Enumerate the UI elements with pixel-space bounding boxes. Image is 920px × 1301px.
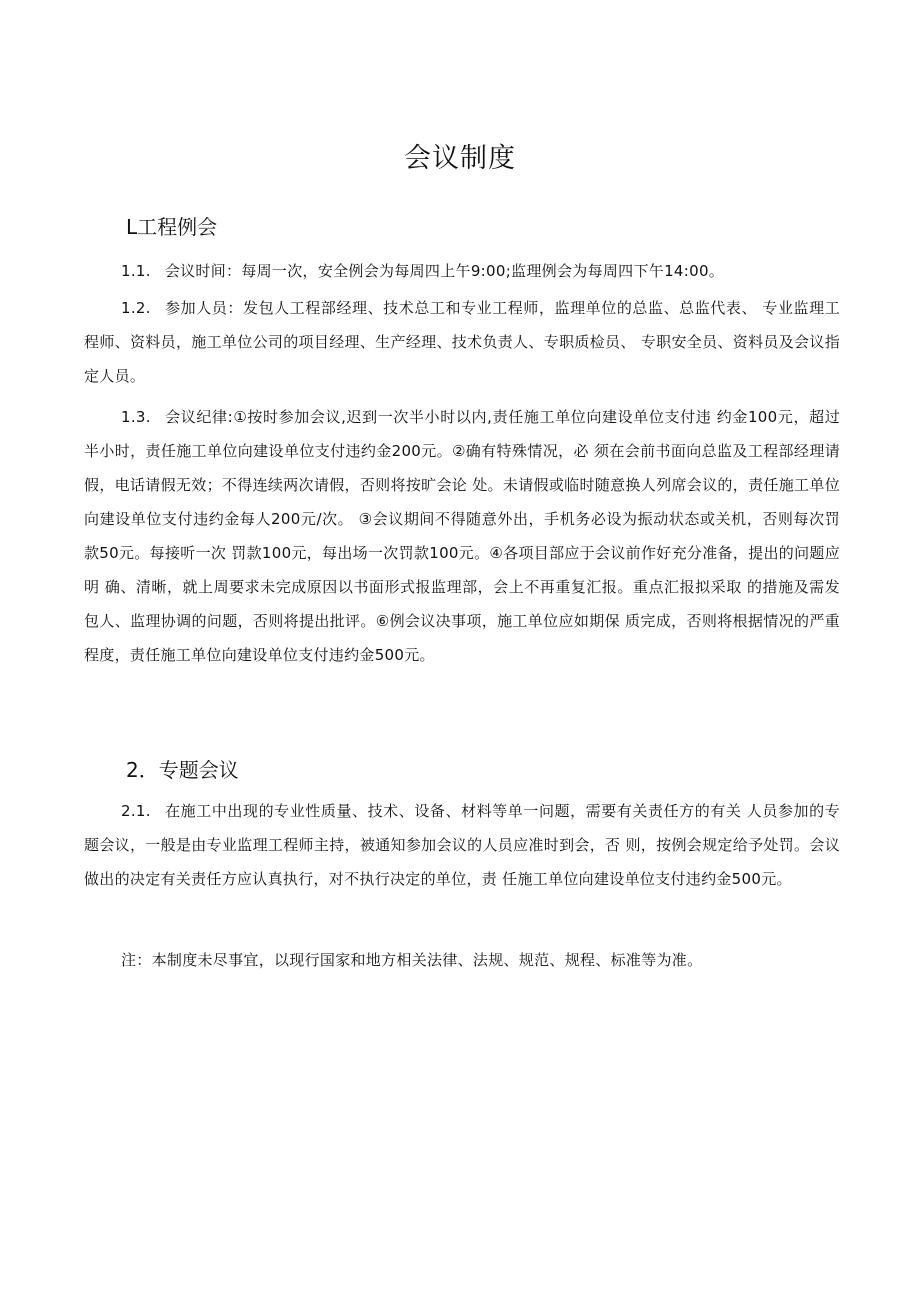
paragraph-1-3 [84,400,840,672]
paragraph-text: 参加人员：发包人工程部经理、技术总工和专业工程师，监理单位的总监、总监代表、 专业监理工程师、资料员，施工单位公司的项目经理、生产经理、技术负责人、专职质检员、 专职安全员、资料员及会议指定人员。 [84,299,840,385]
paragraph-1-2 [84,291,840,393]
page-title: 会议制度 [404,143,516,174]
note-paragraph: 注：本制度未尽事宜，以现行国家和地方相关法律、法规、规范、规程、标准等为准。 [121,951,703,969]
section-heading-special-meeting: 2．专题会议 [126,758,239,782]
paragraph-number: 1.2. [121,299,151,317]
paragraph-number: 1.1. [121,262,151,280]
paragraph-2-1 [84,794,840,896]
paragraph-text: 会议纪律:①按时参加会议,迟到一次半小时以内,责任施工单位向建设单位支付违 约金100元，超过半小时，责任施工单位向建设单位支付违约金200元。②确有特殊情况，必 须在会前书面向总监及工程部经理请假，电话请假无效；不得连续两次请假，否则将按旷会论 处。未请假或临时随意换人列席会议的，责任施工单位向建设单位支付违约金每人200元/次。 ③会议期间不得随意外出，手机务必设为振动状态或关机，否则每次罚款50元。每接听一次 罚款100元，每出场一次罚款100元。④各项目部应于会议前作好充分准备，提出的问题应明 确、清晰，就上周要求未完成原因以书面形式报监理部，会上不再重复汇报。重点汇报拟采取 的措施及需发包人、监理协调的问题，否则将提出批评。⑥例会议决事项，施工单位应如期保 质完成，否则将根据情况的严重程度，责任施工单位向建设单位支付违约金500元。 [84,408,840,664]
paragraph-text: 会议时间：每周一次，安全例会为每周四上午9:00;监理例会为每周四下午14:00。 [164,262,725,280]
paragraph-1-1 [84,254,840,288]
paragraph-number: 1.3. [121,408,151,426]
paragraph-number: 2.1. [121,802,151,820]
paragraph-text: 在施工中出现的专业性质量、技术、设备、材料等单一问题，需要有关责任方的有关 人员参加的专题会议，一般是由专业监理工程师主持，被通知参加会议的人员应准时到会，否 则，按例会规定给予处罚。会议做出的决定有关责任方应认真执行，对不执行决定的单位，责 任施工单位向建设单位支付违约金500元。 [84,802,840,888]
section-heading-regular-meeting: L工程例会 [126,215,218,239]
